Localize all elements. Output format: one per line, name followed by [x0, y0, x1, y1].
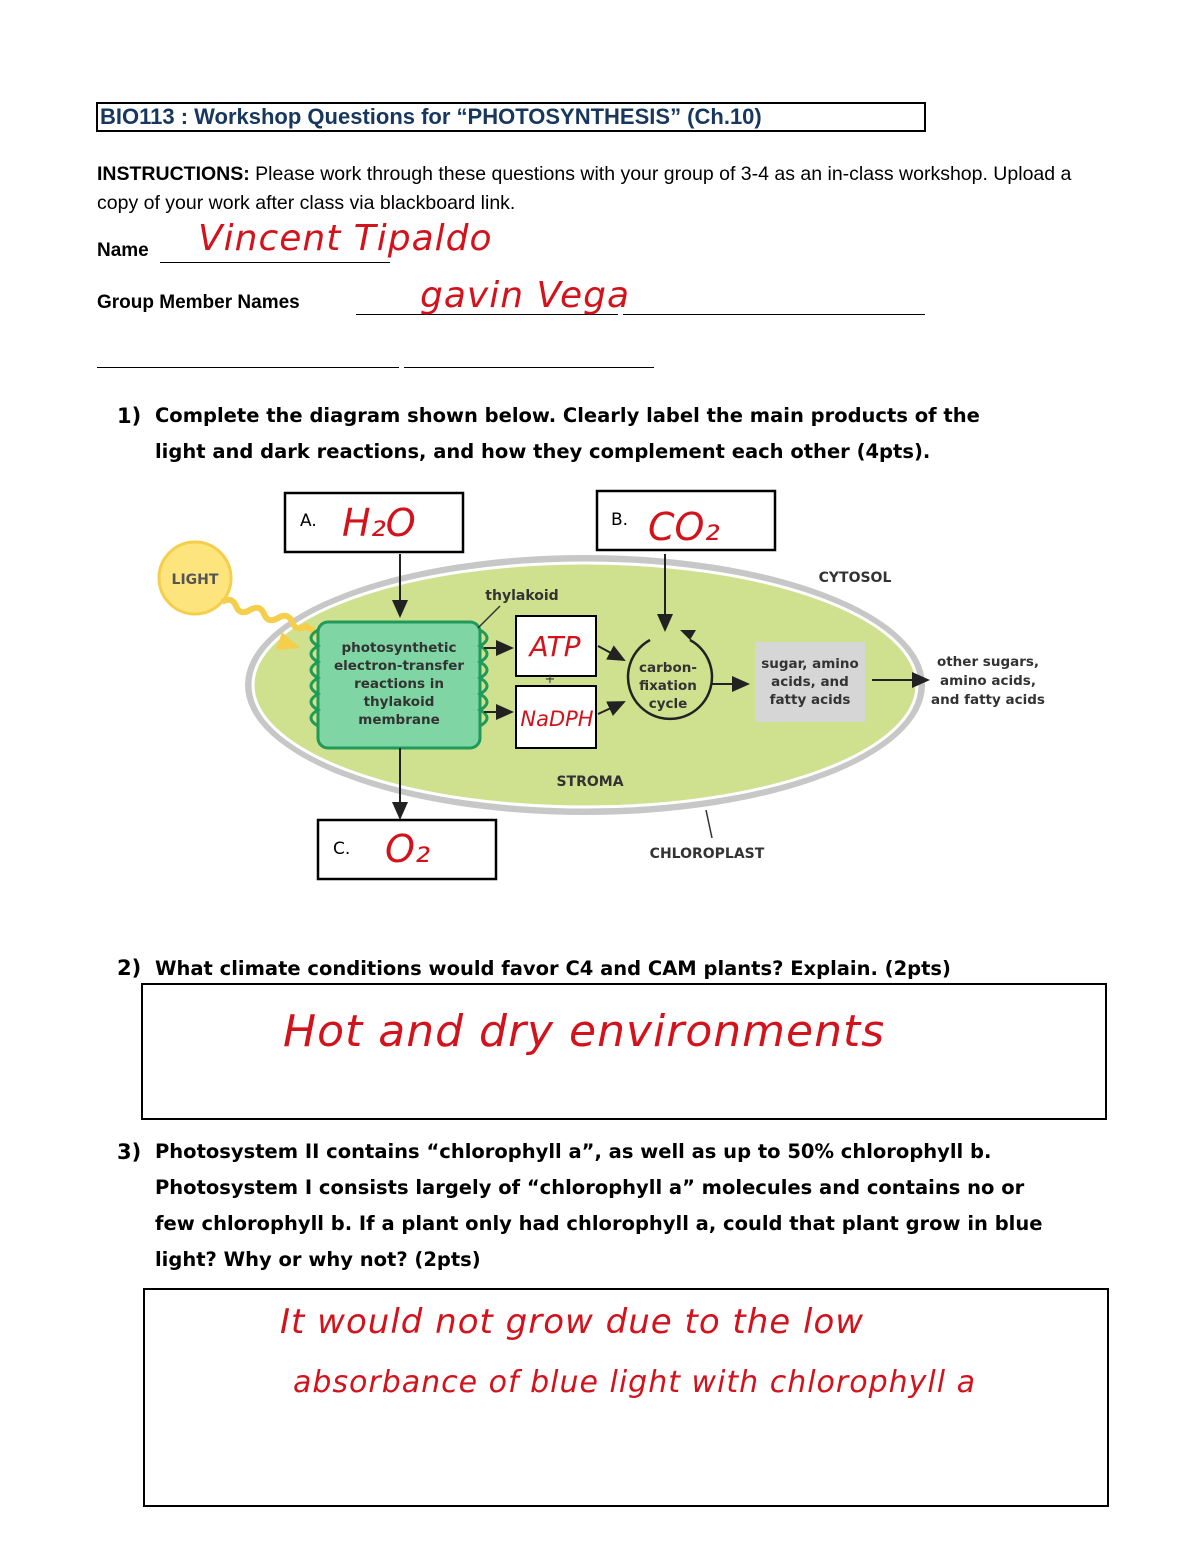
sugar-line-1: sugar, amino: [761, 656, 859, 672]
other-line-3: and fatty acids: [931, 692, 1045, 708]
stroma-label: STROMA: [556, 774, 624, 790]
group-member-line-2[interactable]: [623, 314, 925, 315]
question-1: [117, 398, 1077, 470]
question-3-text: Photosystem II contains “chlorophyll a”, as well as up to 50% chlorophyll b. Photosystem I consists largely of “chlorophyll a” molecules and contains no or few chlorophyll b. If a plant only had chlorophyll a, could that plant grow in blue light? Why or why not? (2pts): [155, 1140, 1043, 1271]
question-2-text: What climate conditions would favor C4 and CAM plants? Explain. (2pts): [155, 957, 951, 980]
name-value[interactable]: Vincent Tipaldo: [198, 218, 493, 259]
page-title: BIO113 : Workshop Questions for “PHOTOSYNTHESIS” (Ch.10): [96, 102, 926, 132]
box-a-answer: H₂O: [342, 501, 416, 545]
photosynthesis-diagram: [0, 480, 1200, 900]
etc-line-2: electron-transfer: [333, 658, 465, 674]
question-3-answer-line-2[interactable]: absorbance of blue light with chlorophyll a: [293, 1365, 977, 1400]
chloroplast-pointer: [706, 810, 712, 838]
name-field-line[interactable]: [160, 262, 390, 263]
etc-line-3: reactions in: [354, 676, 444, 692]
plus-sign: +: [544, 672, 556, 687]
group-member-line-4[interactable]: [404, 367, 654, 368]
light-label: LIGHT: [171, 572, 219, 588]
cytosol-label: CYTOSOL: [818, 570, 892, 586]
sugar-line-3: fatty acids: [769, 692, 851, 708]
other-sugars-text: [931, 654, 1045, 708]
instructions-label: INSTRUCTIONS:: [97, 163, 250, 185]
question-2-answer[interactable]: Hot and dry environments: [283, 1006, 886, 1057]
box-b-answer: CO₂: [648, 505, 720, 549]
thylakoid-label: thylakoid: [485, 588, 559, 604]
etc-line-1: photosynthetic: [341, 640, 457, 656]
sugar-line-2: acids, and: [771, 674, 849, 690]
instructions-text: Please work through these questions with your group of 3-4 as an in-class workshop. Upload a copy of your work after class via blackboard link.: [97, 163, 1072, 214]
name-label: Name: [97, 240, 149, 261]
etc-line-4: thylakoid: [363, 694, 435, 710]
group-label: Group Member Names: [97, 292, 300, 313]
question-3-number: 3): [117, 1140, 142, 1164]
box-c-label: C.: [333, 839, 351, 859]
box-b-label: B.: [611, 510, 629, 530]
nadph-answer: NaDPH: [520, 707, 594, 731]
question-1-number: 1): [117, 404, 142, 428]
other-line-1: other sugars,: [936, 654, 1040, 670]
question-3-answer-line-1[interactable]: It would not grow due to the low: [280, 1302, 865, 1342]
other-line-2: amino acids,: [940, 673, 1036, 689]
box-a-label: A.: [300, 511, 317, 531]
atp-answer: ATP: [529, 630, 581, 663]
etc-line-5: membrane: [358, 712, 440, 728]
instructions: [97, 160, 1087, 218]
carbon-line-2: fixation: [639, 678, 697, 694]
chloroplast-label: CHLOROPLAST: [649, 846, 765, 862]
group-member-value[interactable]: gavin Vega: [420, 275, 631, 316]
carbon-line-1: carbon-: [639, 660, 697, 676]
carbon-line-3: cycle: [648, 696, 688, 712]
question-1-text: Complete the diagram shown below. Clearly label the main products of the light and dark reactions, and how they complement each other (4pts).: [155, 404, 980, 463]
question-2-number: 2): [117, 956, 142, 980]
box-c-answer: O₂: [385, 827, 431, 871]
question-2: [117, 950, 1077, 987]
sugar-text: [761, 656, 859, 708]
question-3: [117, 1134, 1077, 1278]
group-member-line-3[interactable]: [97, 367, 399, 368]
